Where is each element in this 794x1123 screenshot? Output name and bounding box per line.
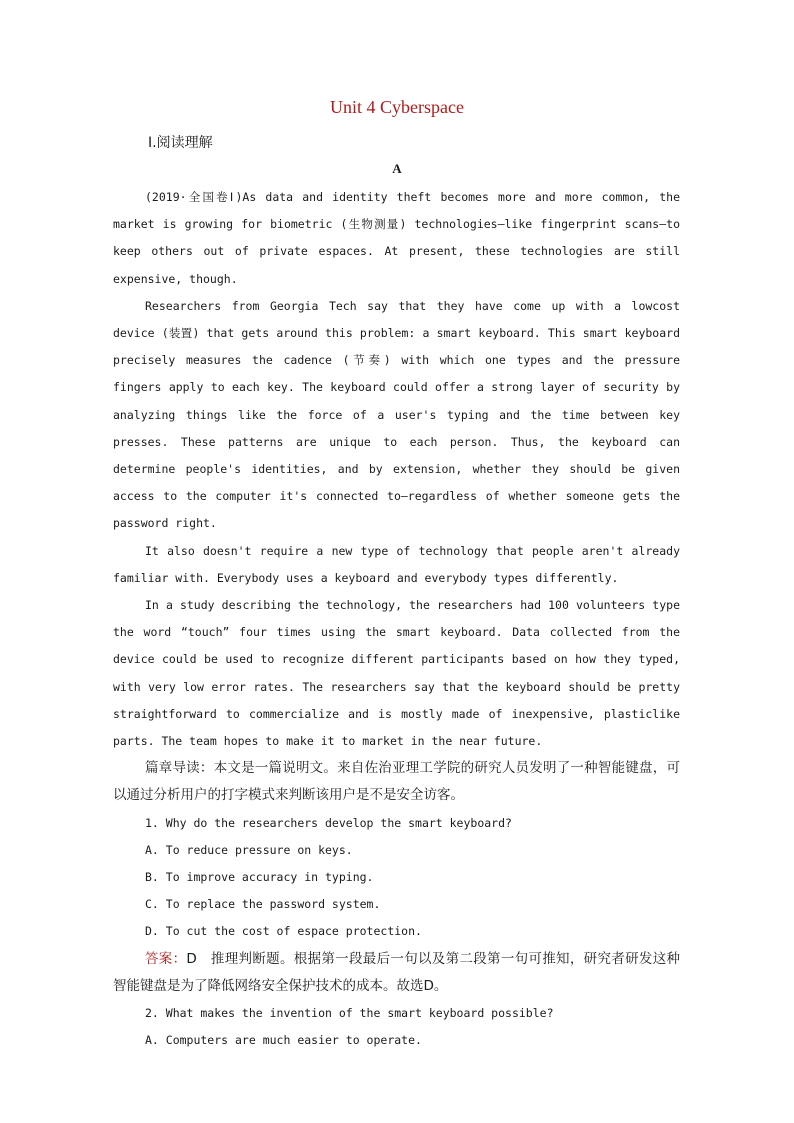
- passage-label: A: [392, 161, 402, 176]
- paragraph-1: (2019·全国卷Ⅰ)As data and identity theft becomes more and more common, the market is growing for biometric (生物测量) technologies—like fingerprint scans—to keep others out of private espaces. At present, these technologies are still expensive, though.: [113, 190, 680, 286]
- passage-body: [113, 184, 680, 1055]
- answer-label: 答案：: [145, 950, 187, 967]
- section-heading: Ⅰ.阅读理解: [148, 135, 213, 151]
- question-2: 2. What makes the invention of the smart keyboard possible?: [145, 1006, 554, 1021]
- page-title: Unit 4 Cyberspace: [330, 97, 464, 117]
- question-1: 1. Why do the researchers develop the smart keyboard?: [145, 815, 512, 830]
- answer-explanation: D 推理判断题。根据第一段最后一句以及第二段第一句可推知，研究者研发这种智能键盘是为了降低网络安全保护技术的成本。故选D。: [113, 950, 680, 994]
- q2-option-a: A. Computers are much easier to operate.: [145, 1033, 422, 1048]
- paragraph-3: It also doesn't require a new type of technology that people aren't already familiar with. Everybody uses a keyboard and everybody types differently.: [113, 543, 680, 585]
- q1-option-b: B. To improve accuracy in typing.: [145, 870, 374, 885]
- q1-answer: [113, 946, 680, 1000]
- q1-option-a: A. To reduce pressure on keys.: [145, 842, 353, 857]
- q1-option-d: D. To cut the cost of espace protection.: [145, 924, 422, 939]
- paragraph-2: Researchers from Georgia Tech say that they have come up with a lowcost device (装置) that gets around this problem: a smart keyboard. This smart keyboard precisely measures the cadence (节奏) with which one types and the pressure fingers apply to each key. The keyboard could offer a strong layer of security by analyzing things like the force of a user's typing and the time between key presses. These patterns are unique to each person. Thus, the keyboard can determine people's identities, and by extension, whether they should be given access to the computer it's connected to—regardless of whether someone gets the password right.: [113, 298, 680, 531]
- q1-option-c: C. To replace the password system.: [145, 897, 381, 912]
- passage-guide: 篇章导读：本文是一篇说明文。来自佐治亚理工学院的研究人员发明了一种智能键盘，可以通过分析用户的打字模式来判断该用户是不是安全访客。: [113, 760, 680, 804]
- paragraph-4: In a study describing the technology, the researchers had 100 volunteers type the word “touch” four times using the smart keyboard. Data collected from the device could be used to recognize different participants based on how they typed, with very low error rates. The researchers say that the keyboard should be pretty straightforward to commercialize and is mostly made of inexpensive, plasticlike parts. The team hopes to make it to market in the near future.: [113, 598, 680, 749]
